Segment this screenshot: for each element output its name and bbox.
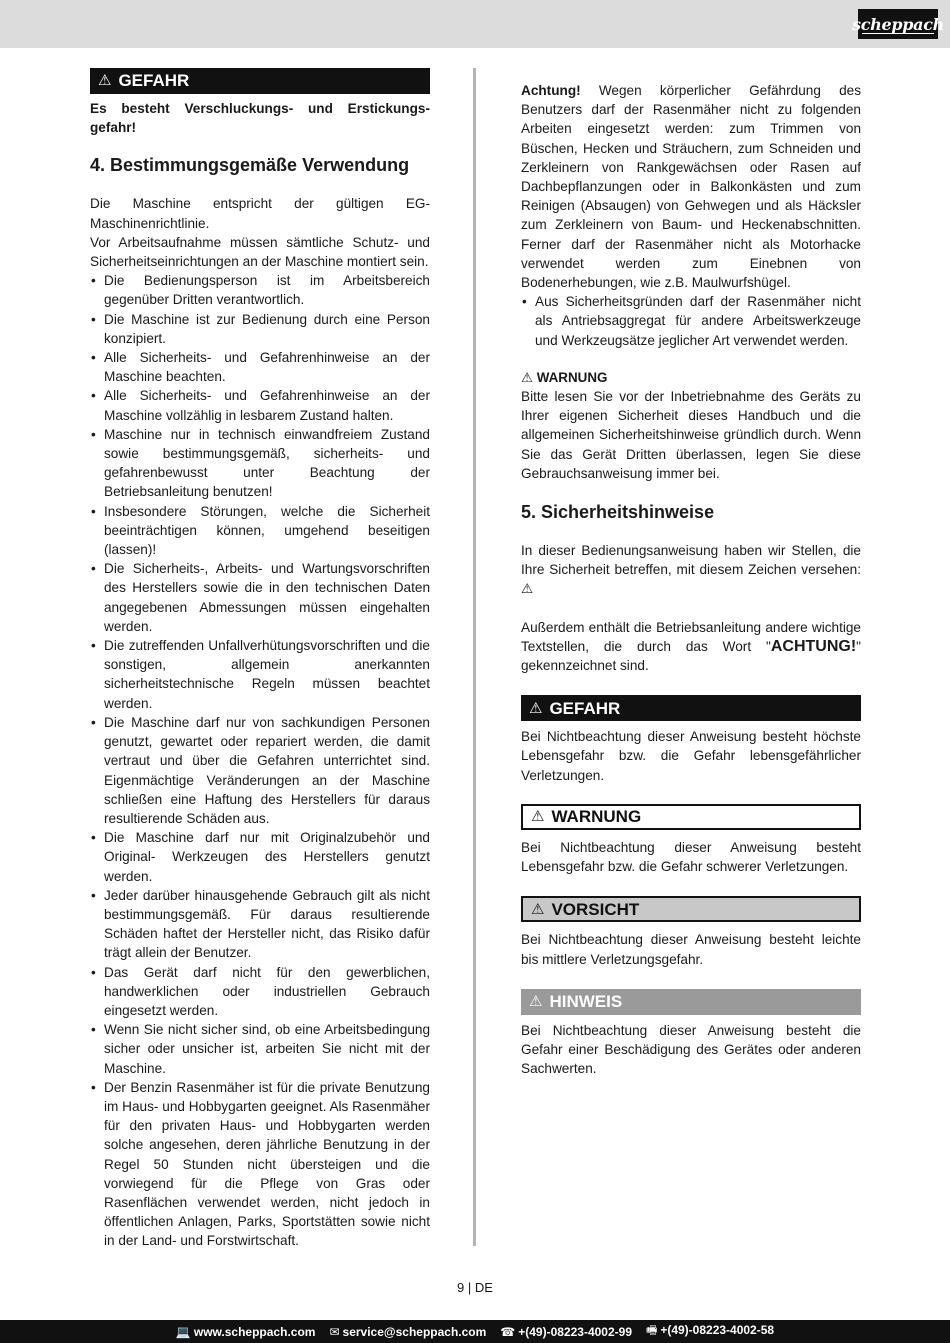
- inline-warning-title: ⚠ WARNUNG: [521, 369, 608, 385]
- warning-triangle-icon: ⚠: [531, 900, 545, 918]
- caution-box: [521, 896, 861, 922]
- list-item: • Wenn Sie nicht sicher sind, ob eine Arbeitsbedingung sicher oder unsicher ist, arbeiten Sie nicht mit der Maschine.: [90, 1020, 430, 1078]
- list-item: • Die Sicherheits-, Arbeits- und Wartungsvorschriften des Herstellers sowie die in den technischen Daten angegebenen Abmessungen müssen eingehalten werden.: [90, 559, 430, 636]
- intro-paragraph-2: Vor Arbeitsaufnahme müssen sämtliche Schutz- und Sicherheitseinrichtungen an der Maschine montiert sein.: [90, 234, 430, 270]
- footer-web[interactable]: 💻 www.scheppach.com: [175, 1324, 316, 1339]
- list-item: • Die Maschine ist zur Bedienung durch eine Person konzipiert.: [90, 310, 430, 348]
- list-item: • Die Bedienungsperson ist im Arbeitsbereich gegenüber Dritten verantwortlich.: [90, 271, 430, 309]
- list-item: • Die Maschine darf nur mit Originalzubehör und Original- Werkzeugen des Herstellers genutzt werden.: [90, 828, 430, 886]
- list-item: • Maschine nur in technisch einwandfreiem Zustand sowie bestimmungsgemäß, sicherheits- und gefahrenbewusst unter Beachtung der Betriebsanleitung benutzen!: [90, 425, 430, 502]
- warning-triangle-icon: ⚠: [98, 72, 112, 90]
- section-title-4: 4. Bestimmungsgemäße Verwendung: [90, 155, 410, 176]
- danger-box: [521, 695, 861, 721]
- list-item: • Das Gerät darf nicht für den gewerblichen, handwerklichen oder industriellen Gebrauch eingesetzt werden.: [90, 963, 430, 1021]
- box-title: HINWEIS: [549, 992, 623, 1012]
- fax-icon: 🖷: [646, 1323, 658, 1337]
- footer-email[interactable]: ✉ service@scheppach.com: [329, 1324, 487, 1339]
- danger-description: Bei Nichtbeachtung dieser Anweisung besteht höchste Lebensgefahr bzw. die Gefahr lebensgefährlicher Verletzungen.: [521, 729, 861, 783]
- header-bar: [0, 0, 950, 48]
- achtung-bullet-list: [521, 292, 861, 350]
- warning-triangle-icon: ⚠: [521, 369, 537, 385]
- usage-bullet-list: [90, 271, 430, 1250]
- danger-text: Es besteht Verschluckungs- und Erstickungs-gefahr!: [90, 101, 430, 136]
- computer-icon: 💻: [175, 1324, 191, 1339]
- section-title-5: 5. Sicherheitshinweise: [521, 502, 715, 523]
- note-box: [521, 989, 861, 1015]
- achtung-word: ACHTUNG!: [770, 637, 857, 655]
- list-item: • Jeder darüber hinausgehende Gebrauch gilt als nicht bestimmungsgemäß. Für daraus resultierende Schäden haftet der Hersteller nicht, das Risiko dafür trägt allein der Benutzer.: [90, 886, 430, 963]
- list-item: • Insbesondere Störungen, welche die Sicherheit beeinträchtigen können, umgehend beseitigen (lassen)!: [90, 502, 430, 560]
- caution-description: Bei Nichtbeachtung dieser Anweisung besteht leichte bis mittlere Verletzungsgefahr.: [521, 932, 861, 967]
- warning-triangle-icon: ⚠: [529, 699, 543, 717]
- left-column: [90, 68, 430, 1251]
- safety-paragraph-1: In dieser Bedienungsanweisung haben wir Stellen, die Ihre Sicherheit betreffen, mit diesem Zeichen versehen: ⚠: [521, 543, 861, 597]
- list-item: • Alle Sicherheits- und Gefahrenhinweise an der Maschine beachten.: [90, 348, 430, 386]
- inline-warning-text: Bitte lesen Sie vor der Inbetriebnahme des Geräts zu Ihrer eigenen Sicherheit dieses Handbuch und die allgemeinen Sicherheitshinweise gründlich durch. Wenn Sie das Gerät Dritten überlassen, legen Sie diese Gebrauchsanweisung immer bei.: [521, 389, 861, 481]
- box-title: WARNUNG: [551, 807, 642, 827]
- warning-description: Bei Nichtbeachtung dieser Anweisung besteht Lebensgefahr bzw. die Gefahr schwerer Verletzungen.: [521, 839, 861, 875]
- footer-fax: 🖷 +(49)-08223-4002-58: [646, 1323, 775, 1337]
- phone-icon: ☎: [500, 1324, 516, 1339]
- safety-paragraph-2: Außerdem enthält die Betriebsanleitung andere wichtige Textstellen, die durch das Wort "ACHTUNG!" gekennzeichnet sind.: [521, 619, 861, 674]
- warning-triangle-icon: ⚠: [529, 993, 543, 1011]
- list-item: • Aus Sicherheitsgründen darf der Rasenmäher nicht als Antriebsaggregat für andere Arbeitswerkzeuge und Werkzeugsätze jeglicher Art verwendet werden.: [521, 292, 861, 350]
- box-title: GEFAHR: [549, 698, 621, 718]
- warning-box: [521, 804, 861, 830]
- mail-icon: ✉: [329, 1324, 340, 1339]
- footer-bar: [0, 1320, 950, 1343]
- list-item: • Alle Sicherheits- und Gefahrenhinweise an der Maschine vollzählig in lesbarem Zustand halten.: [90, 386, 430, 424]
- brand-logo[interactable]: scheppach: [858, 9, 938, 39]
- intro-paragraph-1: Die Maschine entspricht der gültigen EG-Maschinenrichtlinie.: [90, 196, 430, 231]
- achtung-paragraph: [521, 81, 861, 292]
- danger-box-title: GEFAHR: [118, 71, 190, 91]
- footer-phone: ☎ +(49)-08223-4002-99: [500, 1324, 632, 1339]
- list-item: • Die Maschine darf nur von sachkundigen Personen genutzt, gewartet oder repariert werden, die damit vertraut und über die Gefahren unterrichtet sind. Eigenmächtige Veränderungen an der Maschine schließen eine Haftung des Herstellers für daraus resultierende Schäden aus.: [90, 713, 430, 828]
- achtung-text: Wegen körperlicher Gefährdung des Benutzers darf der Rasenmäher nicht zu folgenden Arbeiten eingesetzt werden: zum Trimmen von Büschen, Hecken und Sträuchern, zum Schneiden und Zerkleinern von Rankgewächsen oder Rasen auf Dachbepflanzungen oder in Balkonkästen und zum Reinigen (Absaugen) von Gehwegen und als Häcksler zum Zerkleinern von Baum- und Heckenabschnitten. Ferner darf der Rasenmäher nicht als Motorhacke verwendet werden zum Einebnen von Bodenerhebungen, wie z.B. Maulwurfshügel.: [521, 83, 861, 291]
- achtung-label: Achtung!: [521, 83, 581, 98]
- list-item: • Der Benzin Rasenmäher ist für die private Benutzung im Haus- und Hobbygarten geeignet. Als Rasenmäher für den privaten Haus- und Hobbygarten werden solche angesehen, deren jährliche Benutzung in der Regel 50 Stunden nicht übersteigen und die vorwiegend für die Pflege von Gras oder Rasenflächen verwendet werden, nicht jedoch in öffentlichen Anlagen, Parks, Sportstätten sowie nicht in der Land- und Forstwirtschaft.: [90, 1078, 430, 1251]
- column-divider: [473, 68, 476, 1246]
- page-number: 9 | DE: [457, 1280, 493, 1295]
- list-item: • Die zutreffenden Unfallverhütungsvorschriften und die sonstigen, allgemein anerkannten sicherheitstechnische Regeln müssen beachtet werden.: [90, 636, 430, 713]
- right-column: [521, 81, 861, 1078]
- warning-triangle-icon: ⚠: [531, 808, 545, 826]
- inline-warning: [521, 368, 861, 483]
- box-title: VORSICHT: [551, 899, 640, 919]
- note-description: Bei Nichtbeachtung dieser Anweisung besteht die Gefahr einer Beschädigung des Gerätes oder anderen Sachwerten.: [521, 1022, 861, 1077]
- danger-box: [90, 68, 430, 94]
